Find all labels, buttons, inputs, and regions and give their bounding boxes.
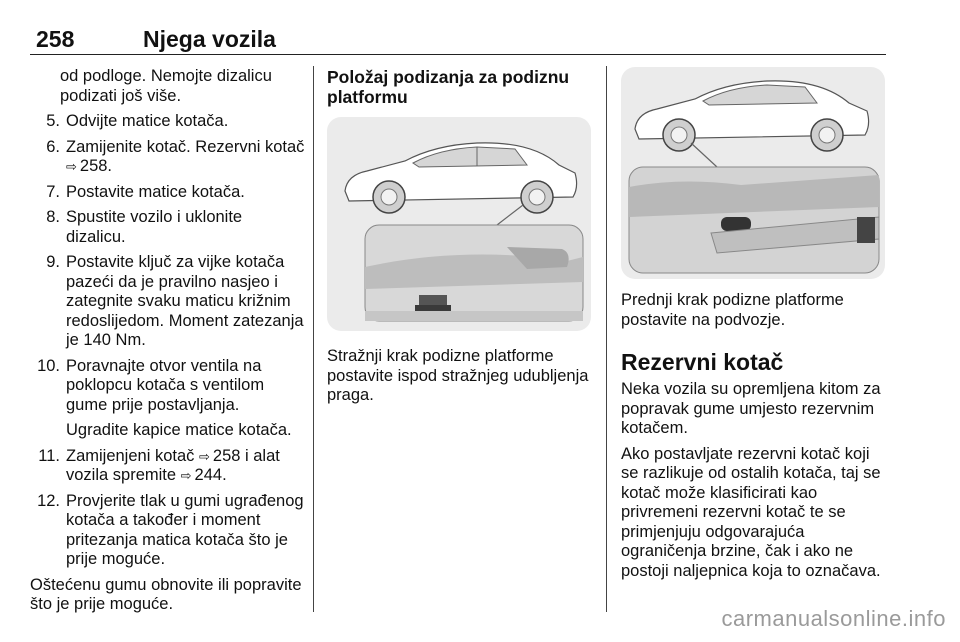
step-10-extra: Ugradite kapice matice kotača. xyxy=(66,421,292,439)
column-divider-left xyxy=(313,66,314,612)
car-side-rear-lift-drawing xyxy=(327,117,591,331)
page-header xyxy=(30,28,886,55)
step-number: 9. xyxy=(46,253,60,271)
section-heading: Položaj podizanja za podiznu platformu xyxy=(327,67,570,107)
step-number: 11. xyxy=(38,446,60,465)
spare-wheel-para-1: Neka vozila su opremljena kitom za popravak gume umjesto rezervnim kotačem. xyxy=(621,380,881,437)
page-number: 258 xyxy=(36,26,75,52)
step-body xyxy=(66,138,306,177)
column-lift-points xyxy=(327,67,595,412)
page-reference[interactable]: 258. xyxy=(79,157,113,175)
column-spare-wheel xyxy=(621,67,891,587)
chapter-title: Njega vozila xyxy=(143,26,276,52)
page-reference[interactable]: 258 i alat xyxy=(212,446,280,465)
step-number: 7. xyxy=(46,182,60,201)
figure-caption: Prednji krak podizne platforme postavite na podvozje. xyxy=(621,291,844,329)
page-reference[interactable]: 244. xyxy=(194,466,227,484)
column-divider-right xyxy=(606,66,607,612)
step-number: 6. xyxy=(46,137,60,156)
step-text: vozila spremite xyxy=(66,466,177,484)
column-instructions xyxy=(30,67,306,621)
section-title: Rezervni kotač xyxy=(621,349,784,375)
step-7 xyxy=(36,183,306,203)
step-text: Postavite matice kotača. xyxy=(66,182,245,201)
figure-caption: Stražnji krak podizne platforme postavite ispod stražnjeg udubljenja praga. xyxy=(327,347,589,404)
step-10 xyxy=(36,357,306,416)
closing-paragraph: Oštećenu gumu obnovite ili popravite što je prije moguće. xyxy=(30,575,302,613)
step-number: 5. xyxy=(46,112,60,130)
watermark: carmanualsonline.info xyxy=(721,606,946,631)
step-number: 12. xyxy=(37,491,60,510)
step-text: Zamijenjeni kotač xyxy=(66,446,195,465)
step-12 xyxy=(36,492,306,570)
step-text: Zamijenite kotač. Rezervni kotač xyxy=(66,137,305,156)
step-text: Odvijte matice kotača. xyxy=(66,112,229,130)
step-body xyxy=(66,447,306,486)
rear-lift-illustration xyxy=(327,117,591,331)
step-number: 8. xyxy=(46,208,60,226)
spare-wheel-para-2: Ako postavljate rezervni kotač koji se razlikuje od ostalih kotača, taj se kotač može klasificirati kao privremeni rezervni kotač te se primjenjuju odgovarajuća ograničenja brzine, čak i ako ne postoji naljepnica koja to označava. xyxy=(621,444,881,580)
step-11 xyxy=(36,447,306,486)
reference-arrow-icon: ⇨ xyxy=(198,448,210,464)
intro-text: od podloge. Nemojte dizalicu podizati još više. xyxy=(60,67,272,105)
reference-arrow-icon: ⇨ xyxy=(66,159,77,174)
step-8 xyxy=(36,208,306,247)
car-side-front-lift-drawing xyxy=(621,67,885,279)
step-6 xyxy=(36,138,306,177)
step-9 xyxy=(36,253,306,351)
step-number: 10. xyxy=(37,356,60,375)
reference-arrow-icon: ⇨ xyxy=(180,468,192,483)
step-text: Postavite ključ za vijke kotača pazeći da je pravilno nasjeo i zategnite svaku maticu križnim redoslijedom. Moment zatezanja je 140 Nm. xyxy=(66,253,304,349)
step-text: Spustite vozilo i uklonite dizalicu. xyxy=(66,208,243,246)
step-text: Provjerite tlak u gumi ugrađenog kotača a također i moment pritezanja matica kotača što je prije moguće. xyxy=(66,491,304,568)
step-text: Poravnajte otvor ventila na poklopcu kotača s ventilom gume prije postavljanja. xyxy=(66,356,265,414)
front-lift-illustration xyxy=(621,67,885,279)
step-5 xyxy=(36,112,306,132)
